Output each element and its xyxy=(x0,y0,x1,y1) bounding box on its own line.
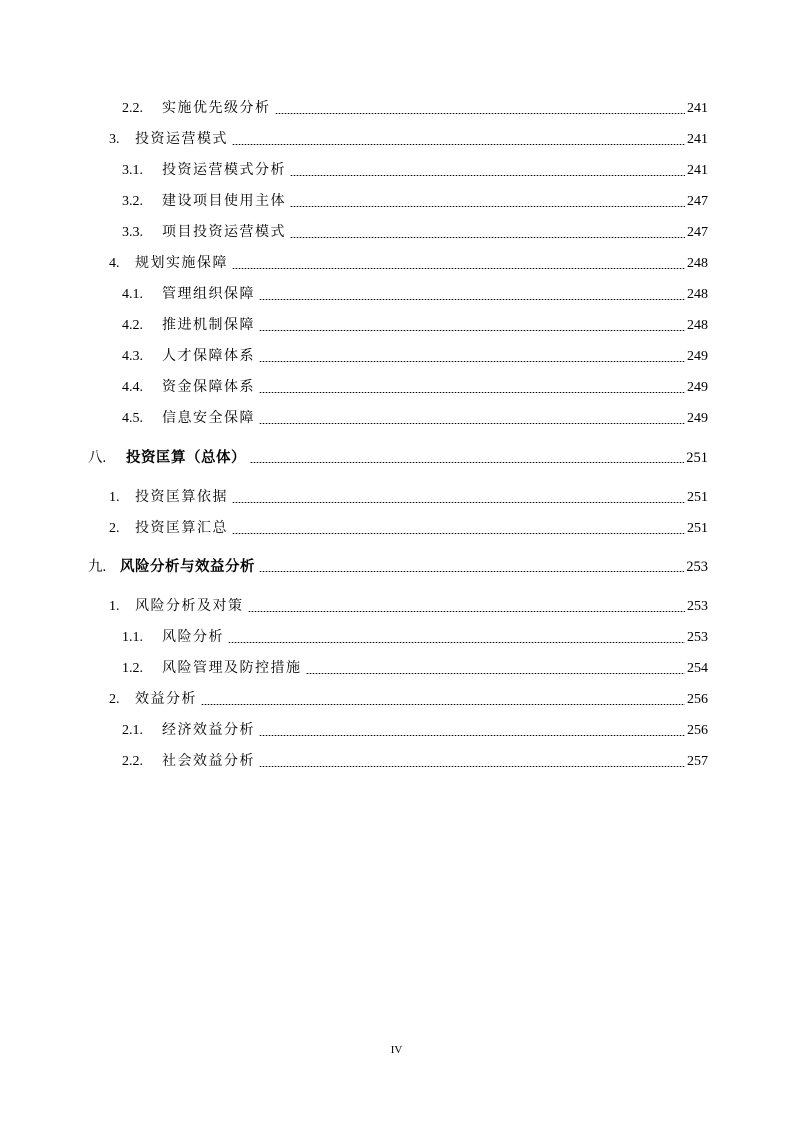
toc-page-number: 253 xyxy=(687,599,708,614)
dot-leader xyxy=(259,735,685,736)
toc-number: 3.1. xyxy=(122,163,143,178)
toc-page-number: 247 xyxy=(687,194,708,209)
toc-number: 4.5. xyxy=(122,411,143,426)
dot-leader xyxy=(259,361,685,362)
toc-chapter-entry[interactable] xyxy=(88,448,708,468)
toc-number: 1. xyxy=(109,599,120,614)
toc-number: 2.1. xyxy=(122,723,143,738)
toc-title: 效益分析 xyxy=(135,692,197,707)
toc-page-number: 241 xyxy=(687,101,708,116)
dot-leader xyxy=(259,423,685,424)
toc-page-number: 251 xyxy=(687,490,708,505)
toc-entry[interactable] xyxy=(122,721,708,741)
toc-number: 2. xyxy=(109,692,120,707)
toc-entry[interactable] xyxy=(109,254,708,274)
dot-leader xyxy=(306,673,686,674)
toc-entry[interactable] xyxy=(122,659,708,679)
toc-page-number: 256 xyxy=(687,723,708,738)
toc-entry[interactable] xyxy=(109,488,708,508)
toc-number: 1.2. xyxy=(122,661,143,676)
toc-number: 1. xyxy=(109,490,120,505)
toc-entry[interactable] xyxy=(122,628,708,648)
toc-entry[interactable] xyxy=(122,378,708,398)
toc-entry[interactable] xyxy=(122,347,708,367)
toc-entry[interactable] xyxy=(109,130,708,150)
toc-title: 投资运营模式 xyxy=(135,132,228,147)
toc-page-number: 247 xyxy=(687,225,708,240)
toc-title: 人才保障体系 xyxy=(162,349,255,364)
toc-entry[interactable] xyxy=(122,752,708,772)
dot-leader xyxy=(275,113,686,114)
toc-number: 2.2. xyxy=(122,754,143,769)
toc-entry[interactable] xyxy=(122,409,708,429)
toc-page-number: 241 xyxy=(687,132,708,147)
dot-leader xyxy=(259,571,684,572)
toc-page-number: 249 xyxy=(687,349,708,364)
toc-entry[interactable] xyxy=(109,690,708,710)
dot-leader xyxy=(259,330,685,331)
dot-leader xyxy=(232,533,685,534)
toc-title: 管理组织保障 xyxy=(162,287,255,302)
toc-title: 建设项目使用主体 xyxy=(162,194,286,209)
toc-chapter-number: 八. xyxy=(88,450,107,466)
toc-chapter-number: 九. xyxy=(88,559,107,575)
dot-leader xyxy=(290,237,685,238)
toc-page-number: 254 xyxy=(687,661,708,676)
dot-leader xyxy=(259,299,685,300)
toc-title: 风险分析 xyxy=(162,630,224,645)
toc-page-number: 248 xyxy=(687,256,708,271)
toc-title: 投资匡算依据 xyxy=(135,490,228,505)
toc-page-number: 251 xyxy=(686,450,708,466)
toc-title: 经济效益分析 xyxy=(162,723,255,738)
page-footer-number: IV xyxy=(390,1044,403,1056)
toc-chapter-title: 投资匡算（总体） xyxy=(126,450,246,466)
toc-entry[interactable] xyxy=(122,285,708,305)
dot-leader xyxy=(259,392,685,393)
toc-entry[interactable] xyxy=(109,597,708,617)
toc-title: 社会效益分析 xyxy=(162,754,255,769)
toc-page-number: 256 xyxy=(687,692,708,707)
toc-number: 2.2. xyxy=(122,101,143,116)
toc-chapter-title: 风险分析与效益分析 xyxy=(120,559,255,575)
toc-entry[interactable] xyxy=(122,99,708,119)
toc-number: 3. xyxy=(109,132,120,147)
toc-page-number: 241 xyxy=(687,163,708,178)
dot-leader xyxy=(232,144,685,145)
toc-number: 2. xyxy=(109,521,120,536)
toc-entry[interactable] xyxy=(122,316,708,336)
toc-page-number: 257 xyxy=(687,754,708,769)
toc-chapter-entry[interactable] xyxy=(88,557,708,577)
toc-page-number: 249 xyxy=(687,411,708,426)
toc-number: 4.3. xyxy=(122,349,143,364)
toc-title: 资金保障体系 xyxy=(162,380,255,395)
toc-title: 投资运营模式分析 xyxy=(162,163,286,178)
toc-title: 实施优先级分析 xyxy=(162,101,271,116)
toc-title: 规划实施保障 xyxy=(135,256,228,271)
toc-page-number: 251 xyxy=(687,521,708,536)
dot-leader xyxy=(290,206,685,207)
dot-leader xyxy=(250,462,684,463)
toc-title: 风险管理及防控措施 xyxy=(162,661,302,676)
dot-leader xyxy=(232,268,685,269)
dot-leader xyxy=(290,175,685,176)
toc-title: 风险分析及对策 xyxy=(135,599,244,614)
toc-entry[interactable] xyxy=(122,161,708,181)
toc-number: 4.1. xyxy=(122,287,143,302)
toc-page-number: 248 xyxy=(687,318,708,333)
toc-number: 1.1. xyxy=(122,630,143,645)
dot-leader xyxy=(228,642,685,643)
toc-number: 3.3. xyxy=(122,225,143,240)
dot-leader xyxy=(248,611,686,612)
toc-page-number: 253 xyxy=(686,559,708,575)
toc-title: 项目投资运营模式 xyxy=(162,225,286,240)
toc-number: 3.2. xyxy=(122,194,143,209)
toc-number: 4.4. xyxy=(122,380,143,395)
toc-page-number: 253 xyxy=(687,630,708,645)
dot-leader xyxy=(232,502,685,503)
toc-number: 4.2. xyxy=(122,318,143,333)
toc-title: 信息安全保障 xyxy=(162,411,255,426)
toc-page-number: 249 xyxy=(687,380,708,395)
toc-title: 投资匡算汇总 xyxy=(135,521,228,536)
toc-page-number: 248 xyxy=(687,287,708,302)
dot-leader xyxy=(259,766,685,767)
toc-entry[interactable] xyxy=(122,223,708,243)
dot-leader xyxy=(201,704,685,705)
toc-number: 4. xyxy=(109,256,120,271)
toc-entry[interactable] xyxy=(122,192,708,212)
toc-title: 推进机制保障 xyxy=(162,318,255,333)
toc-entry[interactable] xyxy=(109,519,708,539)
